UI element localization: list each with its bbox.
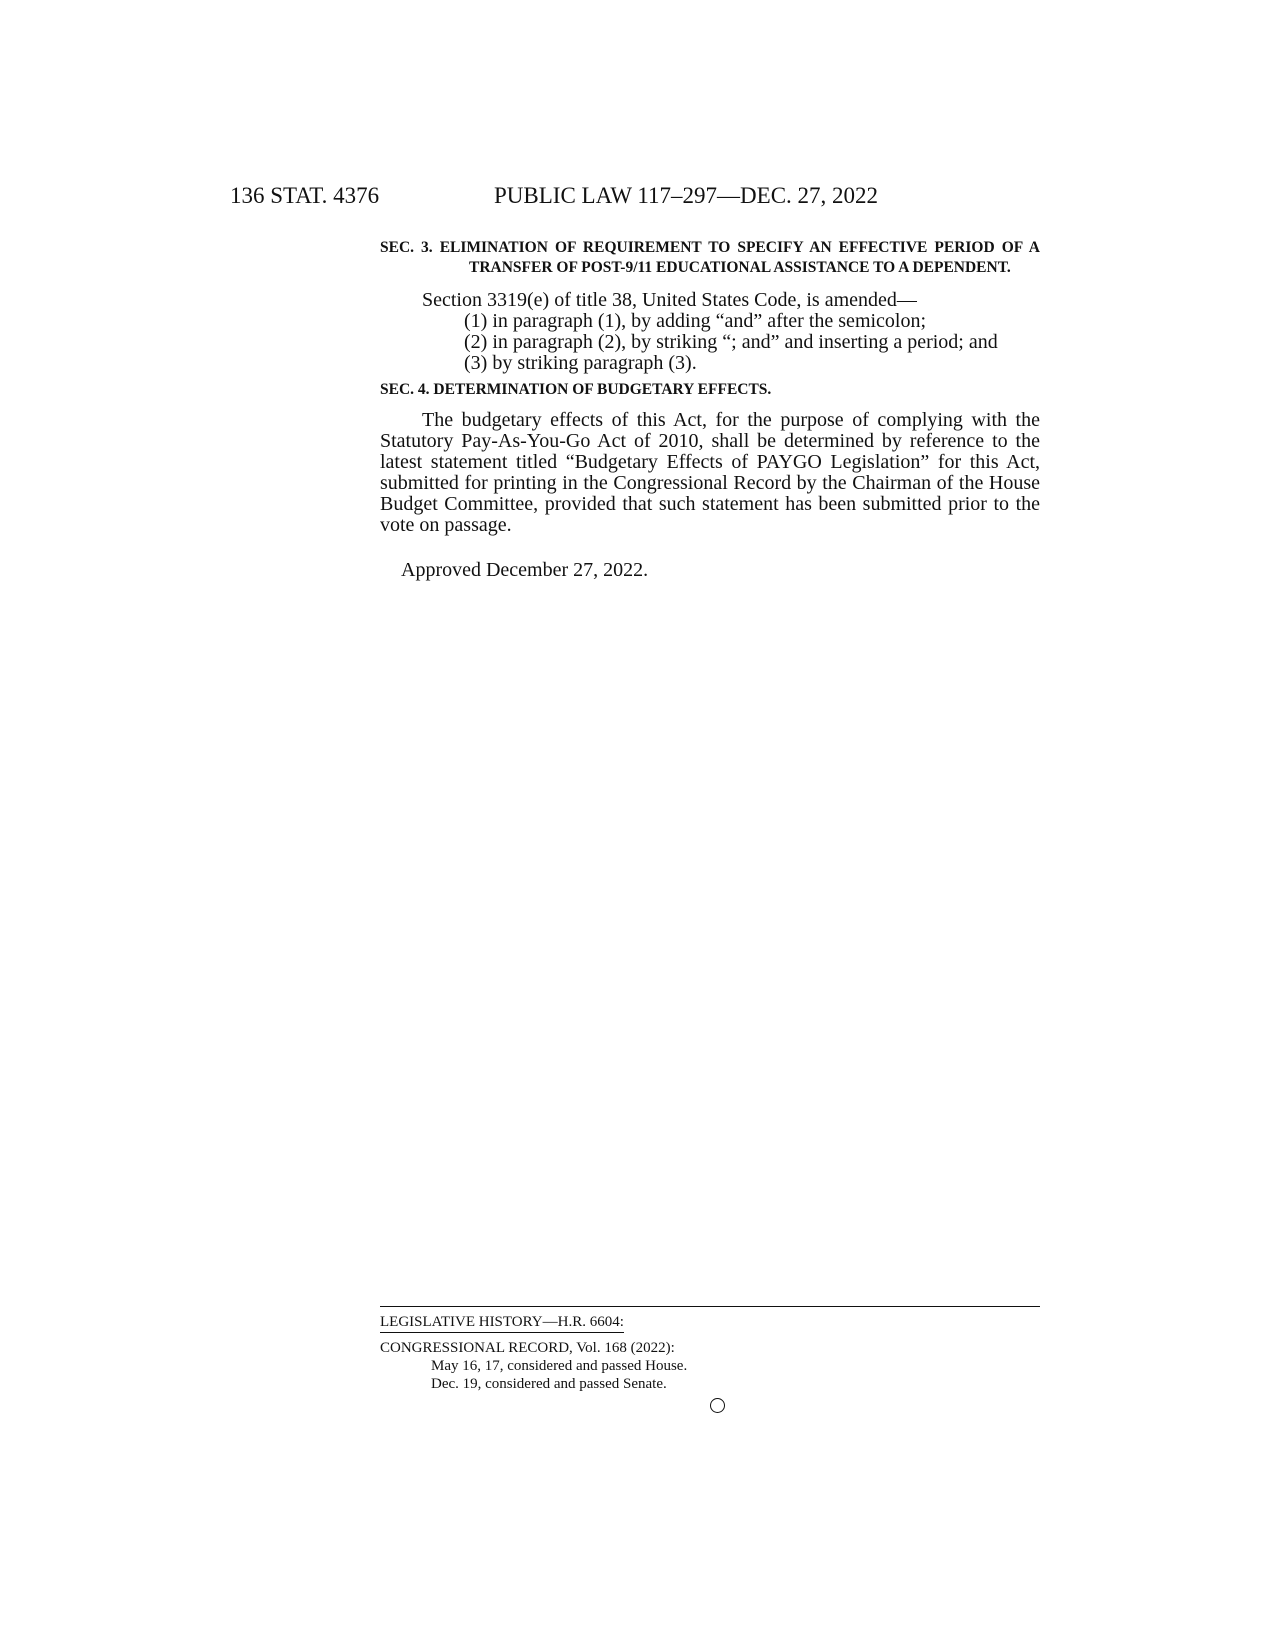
page-header (230, 180, 930, 212)
legislative-history-heading: LEGISLATIVE HISTORY—H.R. 6604: (380, 1313, 624, 1333)
congressional-record-line: CONGRESSIONAL RECORD, Vol. 168 (2022): (380, 1340, 675, 1356)
section-3-item-1: (1) in paragraph (1), by adding “and” after the semicolon; (464, 310, 927, 332)
approval-date: Approved December 27, 2022. (401, 559, 649, 581)
section-3-item-3: (3) by striking paragraph (3). (464, 352, 697, 374)
section-4-text: The budgetary effects of this Act, for the purpose of complying with the Statutory Pay-As-You-Go Act of 2010, shall be determined by reference to the latest statement titled “Budgetary Effects of PAYGO Legislation” for this Act, submitted for printing in the Congressional Record by the Chairman of the House Budget Committee, provided that such statement has been submitted prior to the vote on passage. (380, 409, 1040, 536)
section-3-intro: Section 3319(e) of title 38, United States Code, is amended— (422, 289, 917, 311)
section-4-heading: SEC. 4. DETERMINATION OF BUDGETARY EFFECTS. (380, 381, 772, 398)
section-3-item-2: (2) in paragraph (2), by striking “; and” and inserting a period; and (464, 331, 998, 353)
legislative-history (380, 1306, 1040, 1393)
section-3-heading: SEC. 3. ELIMINATION OF REQUIREMENT TO SPECIFY AN EFFECTIVE PERIOD OF A TRANSFER OF POST-9/11 EDUCATIONAL ASSISTANCE TO A DEPENDENT. (380, 239, 1040, 276)
end-of-law-circle-icon (710, 1398, 725, 1413)
document-body (380, 238, 1040, 581)
history-entry: Dec. 19, considered and passed Senate. (431, 1376, 667, 1392)
history-entry: May 16, 17, considered and passed House. (431, 1358, 688, 1374)
public-law-title: PUBLIC LAW 117–297—DEC. 27, 2022 (494, 183, 879, 208)
statute-citation: 136 STAT. 4376 (230, 183, 380, 208)
